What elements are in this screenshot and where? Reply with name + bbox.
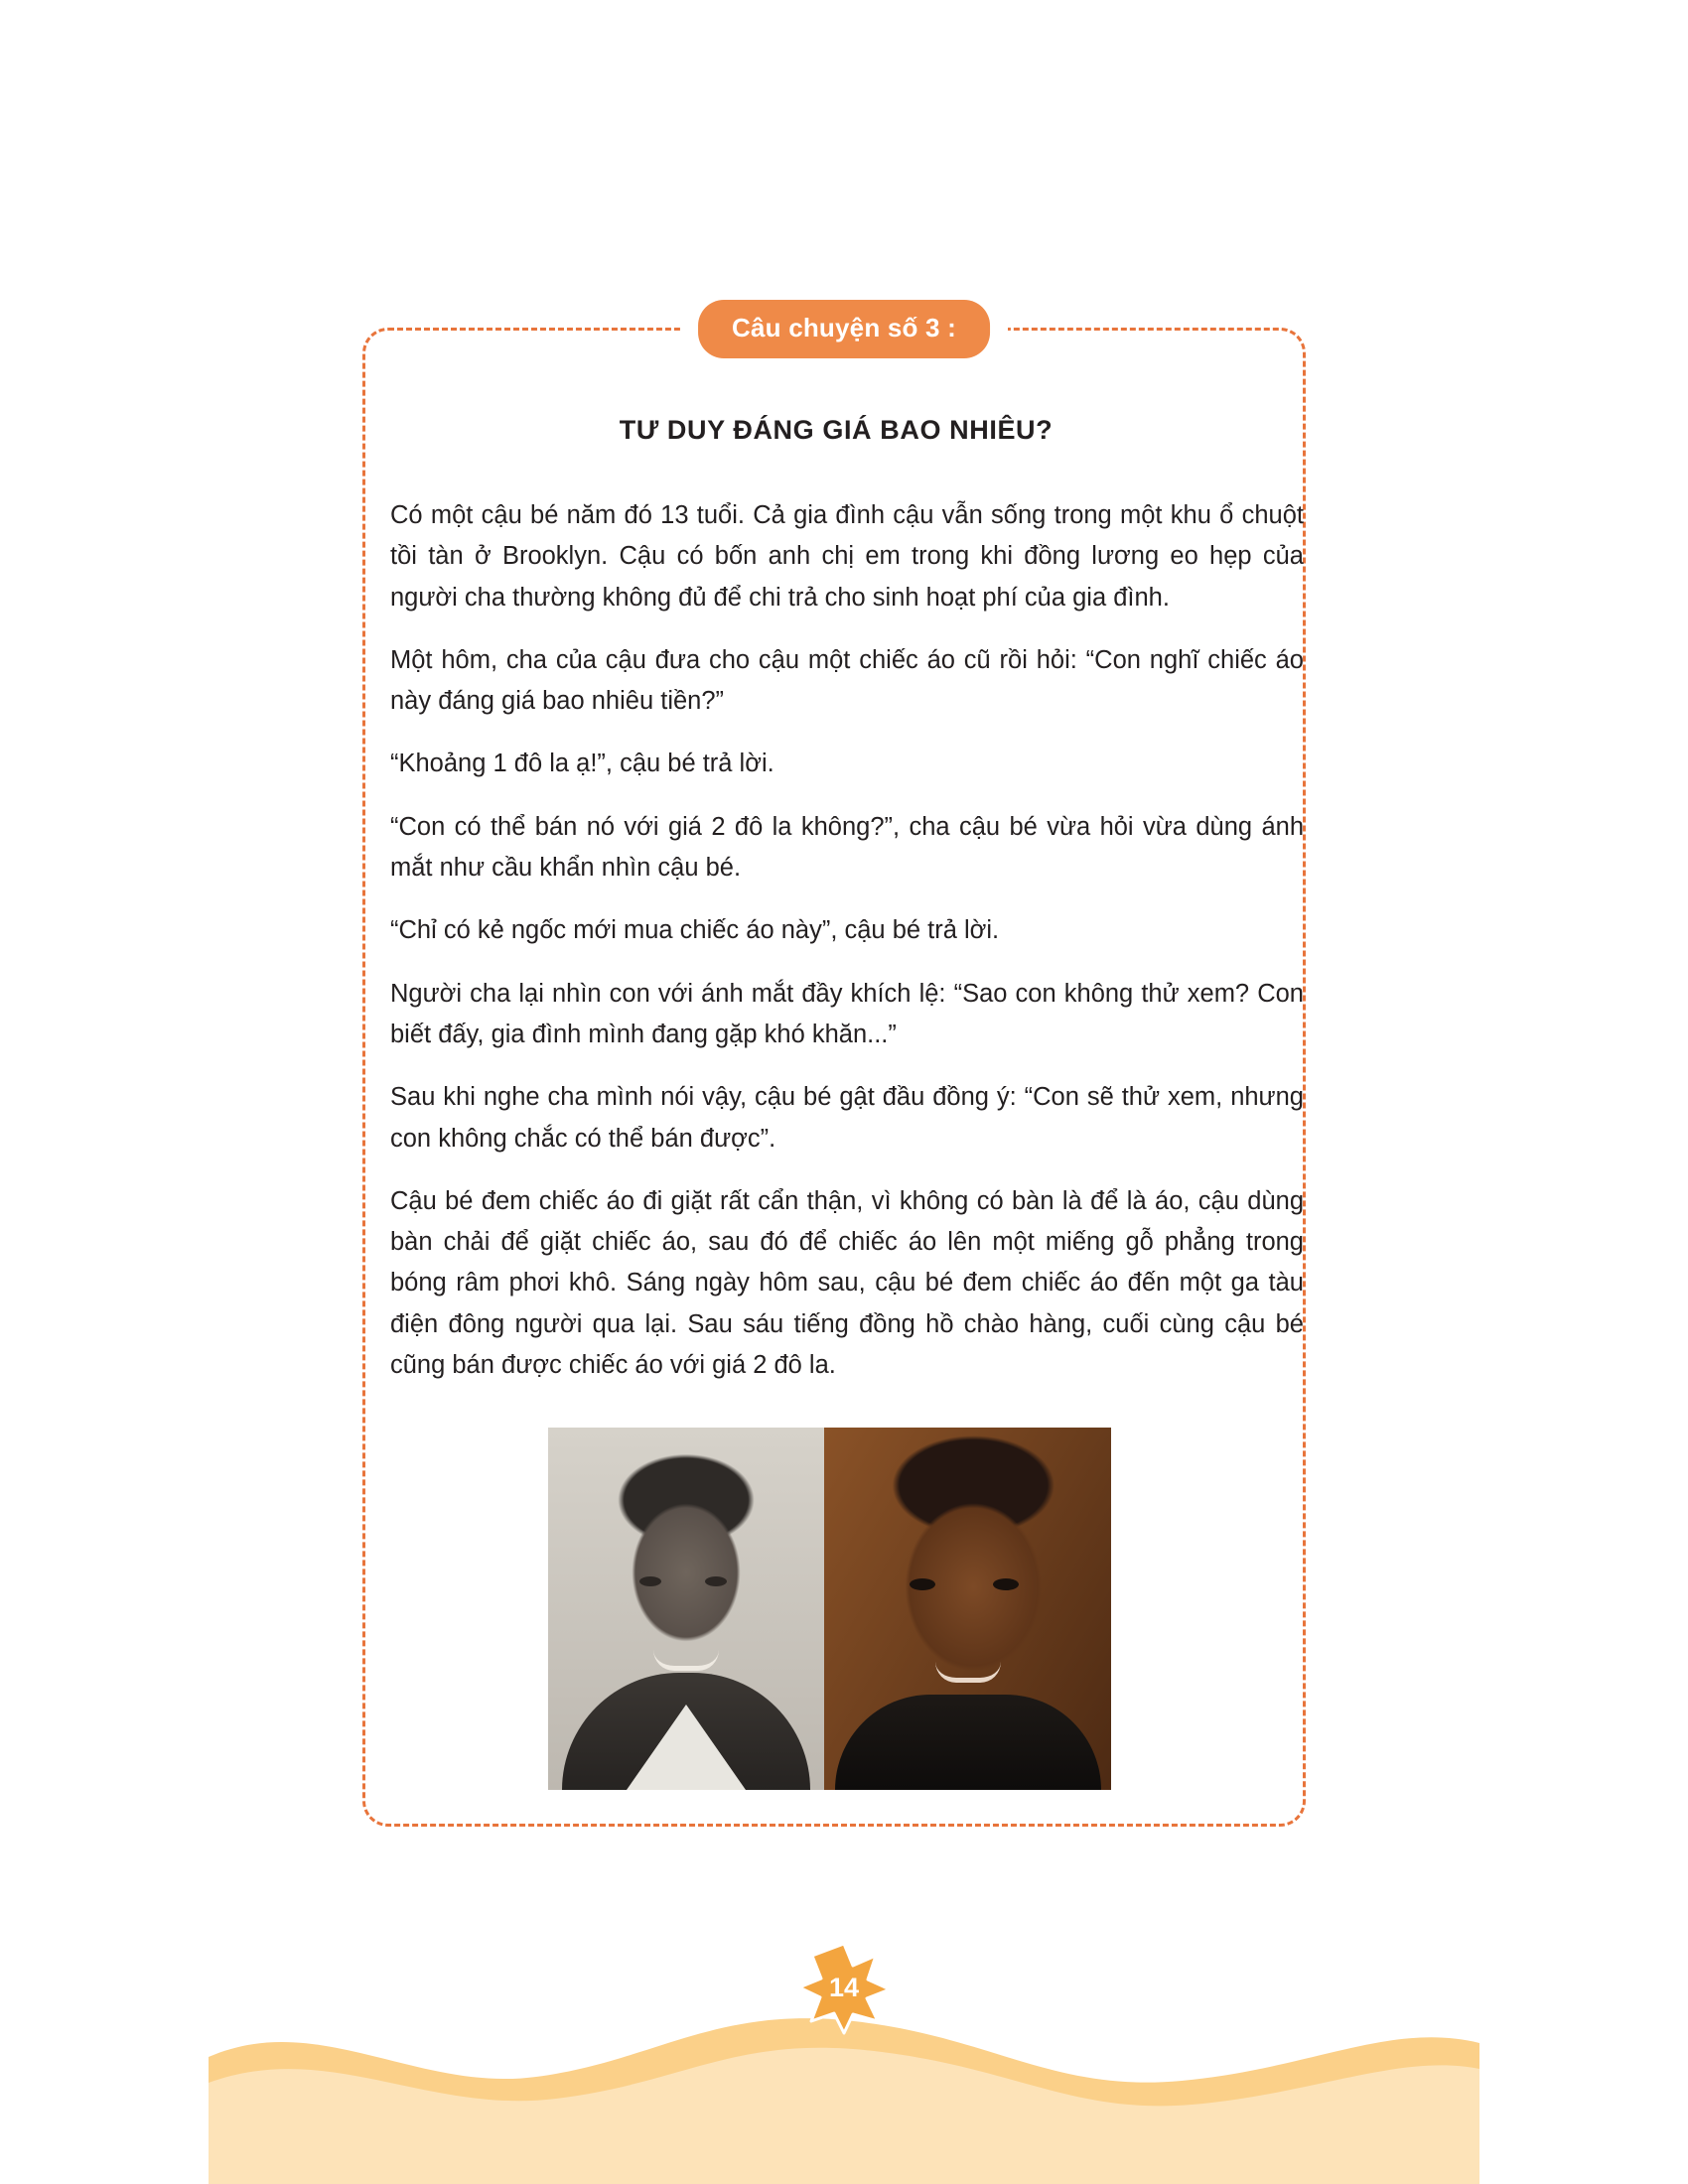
story-body [390, 495, 1304, 1386]
photo-boy-sepia [824, 1428, 1111, 1790]
mouth-icon [935, 1662, 1001, 1683]
story-paragraph: Sau khi nghe cha mình nói vậy, cậu bé gật đầu đồng ý: “Con sẽ thử xem, nhưng con không chắc có thể bán được”. [390, 1083, 1304, 1153]
mouth-icon [653, 1650, 719, 1671]
story-paragraph: Người cha lại nhìn con với ánh mắt đầy khích lệ: “Sao con không thử xem? Con biết đấy, gia đình mình đang gặp khó khăn...” [390, 979, 1304, 1048]
eye-left-icon [910, 1578, 935, 1590]
eye-left-icon [639, 1576, 661, 1586]
story-photo-pair [548, 1428, 1111, 1790]
eye-right-icon [993, 1578, 1019, 1590]
story-paragraph: Một hôm, cha của cậu đưa cho cậu một chiếc áo cũ rồi hỏi: “Con nghĩ chiếc áo này đáng giá bao nhiêu tiền?” [390, 645, 1304, 716]
story-paragraph: Cậu bé đem chiếc áo đi giặt rất cẩn thận, vì không có bàn là để là áo, cậu dùng bàn chải để giặt chiếc áo, sau đó để chiếc áo lên một miếng gỗ phẳng trong bóng râm phơi khô. Sáng ngày hôm sau, cậu bé đem chiếc áo đến một ga tàu điện đông người qua lại. Sau sáu tiếng đồng hồ chào hàng, cuối cùng cậu bé cũng bán được chiếc áo với giá 2 đô la. [390, 1186, 1304, 1380]
page-number: 14 [828, 1972, 860, 2002]
collar-shape [627, 1705, 746, 1790]
story-paragraph: “Chỉ có kẻ ngốc mới mua chiếc áo này”, cậu bé trả lời. [390, 916, 1000, 945]
story-paragraph: Có một cậu bé năm đó 13 tuổi. Cả gia đình cậu vẫn sống trong một khu ổ chuột tồi tàn ở Brooklyn. Cậu có bốn anh chị em trong khi đồng lương eo hẹp của người cha thường không đủ để chi trả cho sinh hoạt phí của gia đình. [390, 501, 1304, 612]
story-paragraph: “Con có thể bán nó với giá 2 đô la không?”, cha cậu bé vừa hỏi vừa dùng ánh mắt như cầu khẩn nhìn cậu bé. [390, 812, 1304, 883]
eye-right-icon [705, 1576, 727, 1586]
story-content [390, 328, 1304, 1386]
story-title: TƯ DUY ĐÁNG GIÁ BAO NHIÊU? [619, 415, 1054, 445]
page-number-badge [796, 1940, 892, 2035]
photo-boy-bw [548, 1428, 824, 1790]
story-badge: Câu chuyện số 3 : [698, 300, 990, 358]
story-paragraph: “Khoảng 1 đô la ạ!”, cậu bé trả lời. [390, 750, 774, 778]
